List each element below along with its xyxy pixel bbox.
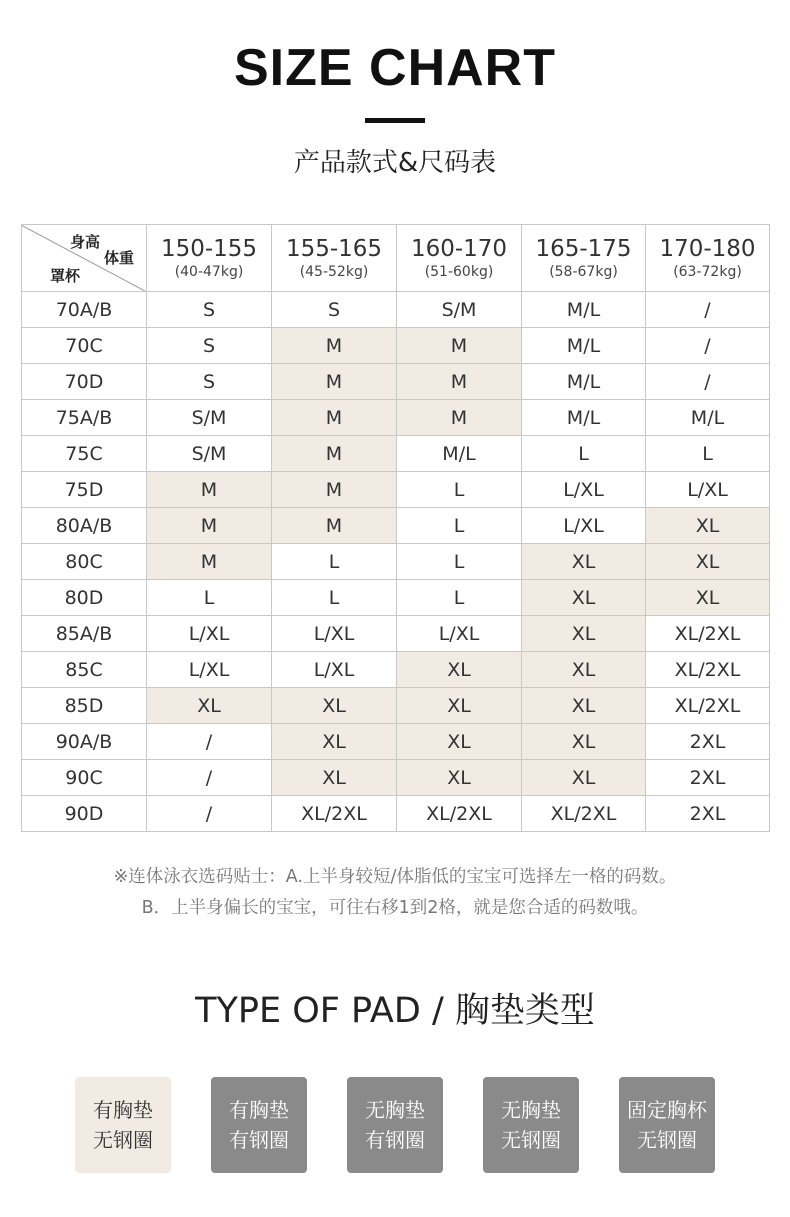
size-cell-highlighted: M	[272, 436, 397, 472]
size-cell-highlighted: M	[397, 364, 522, 400]
size-cell: L	[272, 544, 397, 580]
size-cell: XL/2XL	[272, 796, 397, 832]
pad-option-line1: 有胸垫	[93, 1098, 153, 1122]
size-cell-highlighted: M	[272, 508, 397, 544]
size-cell-highlighted: XL	[147, 688, 272, 724]
size-cell: L	[522, 436, 646, 472]
pad-option-line2: 有钢圈	[365, 1128, 425, 1152]
pad-option-fixed-cup-no-wire[interactable]	[619, 1077, 715, 1173]
size-cell: XL/2XL	[397, 796, 522, 832]
column-height-range: 155-165	[285, 236, 383, 262]
pad-type-title: TYPE OF PAD / 胸垫类型	[195, 991, 595, 1031]
size-cell: XL/2XL	[646, 652, 770, 688]
cup-size-cell: 85C	[22, 652, 147, 688]
size-cell: S	[147, 292, 272, 328]
pad-option-line1: 无胸垫	[501, 1098, 561, 1122]
column-header	[147, 225, 272, 292]
size-cell-highlighted: XL	[646, 580, 770, 616]
size-cell: XL/2XL	[646, 616, 770, 652]
size-cell-highlighted: M	[397, 328, 522, 364]
pad-option-line1: 有胸垫	[229, 1098, 289, 1122]
size-cell: L/XL	[522, 508, 646, 544]
column-header	[397, 225, 522, 292]
size-cell-highlighted: XL	[646, 544, 770, 580]
table-row	[22, 400, 770, 436]
cup-size-cell: 80D	[22, 580, 147, 616]
cup-size-cell: 85D	[22, 688, 147, 724]
page-title: SIZE CHART	[234, 39, 556, 97]
size-cell-highlighted: XL	[397, 760, 522, 796]
size-cell-highlighted: XL	[646, 508, 770, 544]
size-cell: M/L	[522, 328, 646, 364]
column-header	[522, 225, 646, 292]
column-height-range: 150-155	[160, 236, 258, 262]
size-cell: S	[147, 328, 272, 364]
column-height-range: 170-180	[659, 236, 756, 262]
size-cell-highlighted: XL	[272, 760, 397, 796]
size-cell: L	[272, 580, 397, 616]
column-weight-range: (58-67kg)	[549, 264, 618, 280]
size-cell: /	[147, 724, 272, 760]
size-cell: L	[397, 580, 522, 616]
size-cell-highlighted: XL	[522, 724, 646, 760]
size-tip-line-b: B．上半身偏长的宝宝，可往右移1到2格，就是您合适的码数哦。	[141, 898, 649, 918]
cup-size-cell: 90D	[22, 796, 147, 832]
size-cell: /	[147, 760, 272, 796]
cup-size-cell: 80A/B	[22, 508, 147, 544]
size-cell-highlighted: XL	[522, 544, 646, 580]
cup-label: 罩杯	[50, 267, 81, 285]
pad-option-line1: 无胸垫	[365, 1098, 425, 1122]
size-cell-highlighted: M	[147, 472, 272, 508]
table-row	[22, 796, 770, 832]
table-row	[22, 364, 770, 400]
column-weight-range: (40-47kg)	[174, 264, 244, 280]
column-weight-range: (51-60kg)	[424, 264, 494, 280]
pad-option-unpadded-underwire[interactable]	[347, 1077, 443, 1173]
size-cell-highlighted: M	[272, 328, 397, 364]
cup-size-cell: 75C	[22, 436, 147, 472]
column-header	[646, 225, 770, 292]
size-cell: /	[646, 292, 770, 328]
table-row	[22, 688, 770, 724]
size-cell-highlighted: M	[272, 364, 397, 400]
page-subtitle: 产品款式&尺码表	[293, 148, 497, 178]
size-cell: 2XL	[646, 796, 770, 832]
table-row	[22, 652, 770, 688]
size-cell: L	[397, 544, 522, 580]
size-cell: L	[397, 472, 522, 508]
size-cell-highlighted: XL	[272, 688, 397, 724]
column-weight-range: (63-72kg)	[673, 264, 742, 280]
title-divider	[365, 118, 425, 123]
size-cell-highlighted: XL	[522, 580, 646, 616]
cup-size-cell: 75A/B	[22, 400, 147, 436]
size-cell: L/XL	[147, 652, 272, 688]
size-cell: /	[646, 328, 770, 364]
size-cell-highlighted: XL	[397, 652, 522, 688]
size-cell: S/M	[147, 400, 272, 436]
size-cell: L/XL	[272, 616, 397, 652]
table-header-row	[22, 225, 770, 292]
size-cell-highlighted: XL	[522, 616, 646, 652]
column-weight-range: (45-52kg)	[299, 264, 369, 280]
size-cell: L/XL	[397, 616, 522, 652]
size-cell: S	[272, 292, 397, 328]
cup-size-cell: 90A/B	[22, 724, 147, 760]
size-cell: S/M	[397, 292, 522, 328]
column-header	[272, 225, 397, 292]
table-row	[22, 328, 770, 364]
size-cell: 2XL	[646, 760, 770, 796]
cup-size-cell: 70A/B	[22, 292, 147, 328]
size-cell: /	[646, 364, 770, 400]
size-tips	[0, 862, 790, 924]
size-chart-table	[21, 224, 770, 832]
size-cell: M/L	[522, 400, 646, 436]
corner-header-cell	[22, 225, 147, 292]
height-label: 身高	[70, 233, 101, 251]
cup-size-cell: 70D	[22, 364, 147, 400]
table-row	[22, 616, 770, 652]
size-cell: L/XL	[522, 472, 646, 508]
size-cell: S/M	[147, 436, 272, 472]
column-height-range: 165-175	[535, 236, 632, 262]
size-cell: L	[147, 580, 272, 616]
size-cell-highlighted: XL	[397, 688, 522, 724]
size-cell-highlighted: M	[272, 472, 397, 508]
size-cell: 2XL	[646, 724, 770, 760]
size-cell: M/L	[646, 400, 770, 436]
table-row	[22, 544, 770, 580]
pad-option-padded-underwire[interactable]	[211, 1077, 307, 1173]
pad-option-line1: 固定胸杯	[627, 1098, 707, 1122]
size-cell-highlighted: M	[147, 508, 272, 544]
size-cell: XL/2XL	[522, 796, 646, 832]
size-cell: L/XL	[147, 616, 272, 652]
size-cell: /	[147, 796, 272, 832]
size-cell: L/XL	[272, 652, 397, 688]
cup-size-cell: 80C	[22, 544, 147, 580]
table-row	[22, 472, 770, 508]
size-cell-highlighted: M	[397, 400, 522, 436]
cup-size-cell: 75D	[22, 472, 147, 508]
pad-option-line2: 无钢圈	[501, 1128, 561, 1152]
size-cell-highlighted: XL	[522, 652, 646, 688]
size-cell: S	[147, 364, 272, 400]
table-row	[22, 292, 770, 328]
size-cell-highlighted: XL	[272, 724, 397, 760]
table-row	[22, 760, 770, 796]
table-row	[22, 508, 770, 544]
size-cell: XL/2XL	[646, 688, 770, 724]
pad-option-line2: 有钢圈	[229, 1128, 289, 1152]
size-cell: L/XL	[646, 472, 770, 508]
pad-option-unpadded-no-wire[interactable]	[483, 1077, 579, 1173]
table-row	[22, 436, 770, 472]
size-cell-highlighted: XL	[522, 688, 646, 724]
weight-label: 体重	[104, 249, 135, 267]
pad-option-line2: 无钢圈	[93, 1128, 153, 1152]
size-cell-highlighted: XL	[397, 724, 522, 760]
table-row	[22, 724, 770, 760]
cup-size-cell: 85A/B	[22, 616, 147, 652]
size-cell-highlighted: XL	[522, 760, 646, 796]
size-cell-highlighted: M	[272, 400, 397, 436]
size-cell: L	[646, 436, 770, 472]
size-cell: L	[397, 508, 522, 544]
size-cell: M/L	[397, 436, 522, 472]
size-cell: M/L	[522, 292, 646, 328]
pad-option-padded-no-wire[interactable]	[75, 1077, 171, 1173]
table-row	[22, 580, 770, 616]
cup-size-cell: 90C	[22, 760, 147, 796]
size-cell: M/L	[522, 364, 646, 400]
size-cell-highlighted: M	[147, 544, 272, 580]
cup-size-cell: 70C	[22, 328, 147, 364]
size-tip-line-a: ※连体泳衣选码贴士：A.上半身较短/体脂低的宝宝可选择左一格的码数。	[113, 867, 677, 887]
column-height-range: 160-170	[410, 236, 508, 262]
pad-option-line2: 无钢圈	[637, 1128, 697, 1152]
